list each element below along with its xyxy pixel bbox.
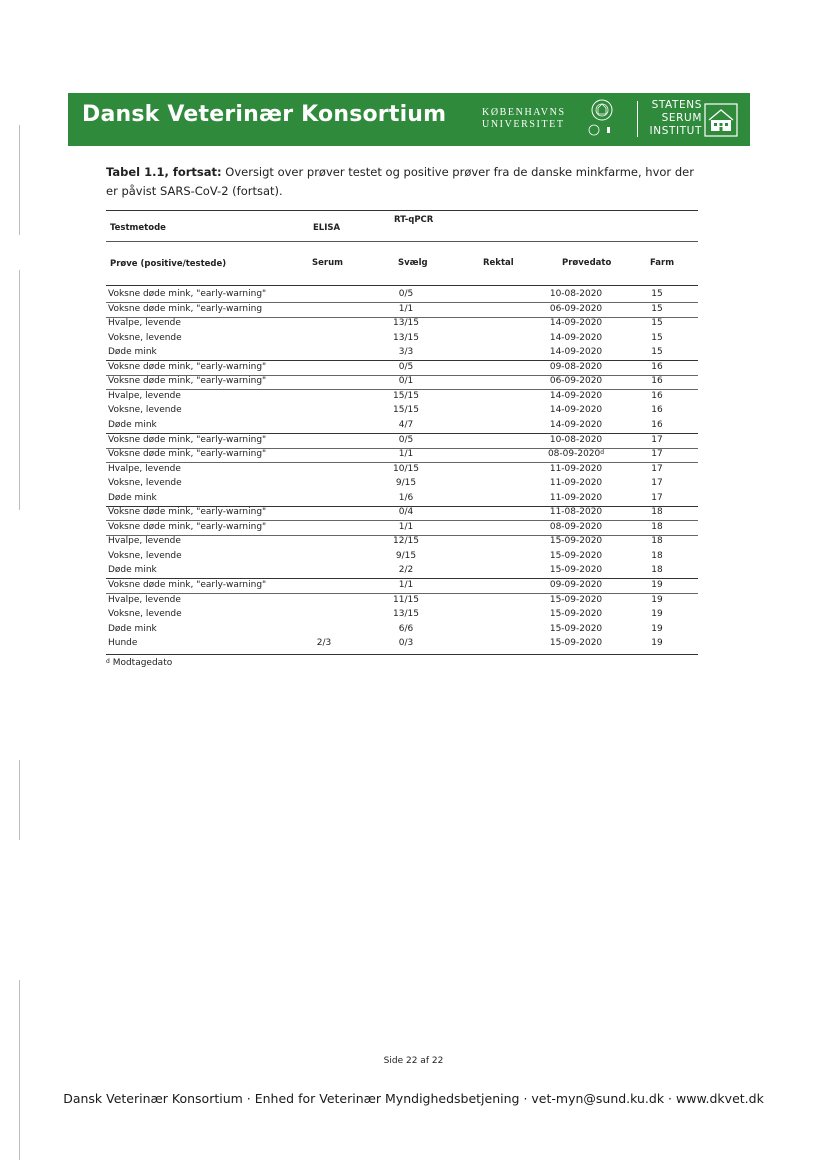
table-row (106, 303, 698, 317)
cell-farm: 19 (651, 623, 663, 634)
cell-date: 10-08-2020 (549, 434, 603, 445)
cell-swab: 0/1 (398, 376, 414, 387)
cell-date: 11-09-2020 (549, 478, 603, 489)
cell-farm: 15 (651, 332, 663, 343)
table-top-rule (106, 210, 698, 211)
table-row (106, 288, 698, 302)
cell-date: 14-09-2020 (549, 419, 603, 430)
cell-farm: 16 (651, 361, 663, 372)
cell-swab: 15/15 (393, 405, 419, 416)
header-rectal: Rektal (483, 258, 514, 268)
table-row (106, 492, 698, 506)
header-rtqpcr: RT-qPCR (394, 215, 434, 225)
cell-sample: Hvalpe, levende (108, 463, 181, 474)
cell-farm: 18 (651, 550, 663, 561)
cell-swab: 4/7 (398, 419, 414, 430)
cell-swab: 13/15 (393, 318, 419, 329)
scan-margin-line (19, 270, 20, 510)
header-testmetode: Testmetode (110, 223, 166, 233)
cell-swab: 13/15 (393, 609, 419, 620)
cell-sample: Døde mink (108, 492, 157, 503)
table-row (106, 535, 698, 549)
cell-sample: Voksne døde mink, "early-warning" (108, 434, 267, 445)
cell-swab: 9/15 (395, 550, 417, 561)
cell-farm: 16 (651, 419, 663, 430)
cell-sample: Døde mink (108, 419, 157, 430)
header-divider (637, 101, 638, 137)
cell-date: 09-08-2020 (549, 361, 603, 372)
cell-date: 15-09-2020 (549, 638, 603, 649)
cell-swab: 1/1 (398, 449, 414, 460)
cell-swab: 12/15 (393, 536, 419, 547)
cell-swab: 6/6 (398, 623, 414, 634)
cell-swab: 1/6 (398, 492, 414, 503)
footnote-text: Modtagedato (112, 658, 173, 668)
cell-sample: Voksne døde mink, "early-warning" (108, 289, 267, 299)
cell-sample: Voksne, levende (108, 609, 182, 620)
ssi-building-icon (704, 103, 738, 137)
ku-line2: UNIVERSITET (482, 119, 565, 130)
table-row (106, 608, 698, 622)
table-row (106, 623, 698, 637)
scan-margin-line (19, 980, 20, 1160)
cell-sample: Hvalpe, levende (108, 318, 181, 329)
cell-swab: 0/5 (398, 434, 414, 445)
table-row (106, 579, 698, 593)
cell-date: 09-09-2020 (549, 580, 603, 590)
cell-sample: Hvalpe, levende (108, 536, 181, 547)
scan-margin-line (19, 125, 20, 235)
ssi-wordmark (644, 99, 702, 138)
cell-farm: 15 (651, 303, 663, 314)
cell-farm: 17 (651, 449, 663, 460)
cell-date: 11-08-2020 (549, 507, 603, 518)
cell-swab: 13/15 (393, 332, 419, 343)
cell-sample: Voksne døde mink, "early-warning" (108, 449, 267, 460)
cell-swab: 0/4 (398, 507, 414, 518)
footnote-mark: d (106, 658, 110, 665)
table-row (106, 448, 698, 462)
table-row (106, 419, 698, 433)
cell-swab: 1/1 (398, 521, 414, 532)
header-swab: Svælg (398, 258, 428, 268)
ssi-line1: STATENS (651, 99, 702, 111)
ku-seal-icon (588, 97, 616, 139)
cell-sample: Hvalpe, levende (108, 390, 181, 401)
table-row (106, 564, 698, 578)
cell-farm: 17 (651, 463, 663, 474)
cell-swab: 10/15 (393, 463, 419, 474)
cell-swab: 2/2 (398, 565, 414, 576)
cell-swab: 15/15 (393, 390, 419, 401)
table-row (106, 361, 698, 375)
header-sample: Prøve (positive/testede) (110, 259, 227, 269)
caption-text: Oversigt over prøver testet og positive prøver fra de danske minkfarme, hvor der er påvist SARS-CoV-2 (fortsat). (106, 165, 694, 198)
cell-farm: 17 (651, 434, 663, 445)
header-farm: Farm (650, 258, 675, 268)
cell-date: 15-09-2020 (549, 594, 603, 605)
table-row (106, 404, 698, 418)
cell-date: 14-09-2020 (549, 390, 603, 401)
cell-swab: 0/5 (398, 289, 414, 299)
cell-date: 11-09-2020 (549, 463, 603, 474)
cell-sample: Voksne, levende (108, 478, 182, 489)
cell-serum: 2/3 (316, 638, 332, 649)
cell-farm: 19 (651, 594, 663, 605)
cell-sample: Voksne døde mink, "early-warning (108, 303, 263, 314)
cell-farm: 16 (651, 405, 663, 416)
ku-line1: KØBENHAVNS (482, 107, 566, 118)
cell-date: 14-09-2020 (549, 405, 603, 416)
cell-farm: 18 (651, 507, 663, 518)
cell-date: 14-09-2020 (549, 347, 603, 358)
cell-swab: 1/1 (398, 303, 414, 314)
cell-farm: 15 (651, 318, 663, 329)
cell-swab: 11/15 (393, 594, 419, 605)
date-footnote-mark: d (600, 449, 605, 457)
table-row (106, 346, 698, 360)
cell-farm: 18 (651, 521, 663, 532)
cell-date: 15-09-2020 (549, 536, 603, 547)
header-band (68, 93, 750, 146)
cell-sample: Voksne døde mink, "early-warning" (108, 376, 267, 387)
cell-date: 15-09-2020 (549, 550, 603, 561)
header-serum: Serum (312, 258, 343, 268)
cell-farm: 16 (651, 390, 663, 401)
table-row (106, 521, 698, 535)
cell-farm: 15 (651, 289, 663, 299)
cell-date: 06-09-2020 (549, 303, 603, 314)
ssi-line2: SERUM (661, 112, 702, 124)
cell-sample: Voksne, levende (108, 332, 182, 343)
cell-sample: Voksne, levende (108, 550, 182, 561)
cell-date: 14-09-2020 (549, 318, 603, 329)
cell-sample: Døde mink (108, 565, 157, 576)
table-caption (106, 163, 706, 201)
cell-sample: Hvalpe, levende (108, 594, 181, 605)
cell-date: 10-08-2020 (549, 289, 603, 299)
cell-sample: Voksne døde mink, "early-warning" (108, 507, 267, 518)
cell-date: 08-09-2020$^d$ (547, 449, 605, 460)
header-bottom-rule (106, 285, 698, 286)
table-bottom-rule (106, 654, 698, 655)
consortium-title: Dansk Veterinær Konsortium (82, 102, 447, 127)
cell-sample: Voksne, levende (108, 405, 182, 416)
table-row (106, 550, 698, 564)
cell-farm: 17 (651, 478, 663, 489)
cell-swab: 3/3 (398, 347, 414, 358)
table-row (106, 594, 698, 608)
cell-farm: 19 (651, 609, 663, 620)
table-row (106, 506, 698, 520)
cell-sample: Voksne døde mink, "early-warning" (108, 580, 267, 590)
header-elisa: ELISA (313, 223, 341, 233)
scan-margin-line (19, 760, 20, 840)
cell-date: 14-09-2020 (549, 332, 603, 343)
cell-farm: 15 (651, 347, 663, 358)
page-number: Side 22 af 22 (383, 1056, 444, 1066)
ssi-line3: INSTITUT (649, 125, 702, 137)
table-row (106, 375, 698, 389)
table-row (106, 317, 698, 331)
ku-wordmark (482, 107, 566, 131)
cell-date: 11-09-2020 (549, 492, 603, 503)
table-row (106, 477, 698, 491)
cell-sample: Voksne døde mink, "early-warning" (108, 521, 267, 532)
cell-sample: Voksne døde mink, "early-warning" (108, 361, 267, 372)
table-row (106, 463, 698, 477)
cell-sample: Døde mink (108, 347, 157, 358)
cell-farm: 16 (651, 376, 663, 387)
page-footer: Dansk Veterinær Konsortium · Enhed for Veterinær Myndighedsbetjening · vet-myn@sund.ku.dk · www.dkvet.dk (63, 1091, 764, 1106)
cell-swab: 1/1 (398, 580, 414, 590)
cell-farm: 19 (651, 580, 663, 590)
cell-farm: 17 (651, 492, 663, 503)
table-row (106, 637, 698, 651)
caption-label: Tabel 1.1, fortsat: (106, 165, 222, 179)
cell-date: 15-09-2020 (549, 609, 603, 620)
table-row (106, 434, 698, 448)
cell-swab: 0/3 (398, 638, 414, 649)
cell-farm: 19 (651, 638, 663, 649)
cell-farm: 18 (651, 536, 663, 547)
cell-sample: Døde mink (108, 623, 157, 634)
cell-swab: 9/15 (395, 478, 417, 489)
cell-date: 06-09-2020 (549, 376, 603, 387)
cell-date: 08-09-2020 (549, 521, 603, 532)
cell-date: 15-09-2020 (549, 623, 603, 634)
cell-farm: 18 (651, 565, 663, 576)
header-date: Prøvedato (562, 258, 612, 268)
header-mid-rule (106, 241, 698, 242)
cell-swab: 0/5 (398, 361, 414, 372)
table-row (106, 390, 698, 404)
cell-sample: Hunde (108, 638, 138, 649)
cell-date: 15-09-2020 (549, 565, 603, 576)
table-row (106, 332, 698, 346)
footnote (106, 658, 172, 668)
